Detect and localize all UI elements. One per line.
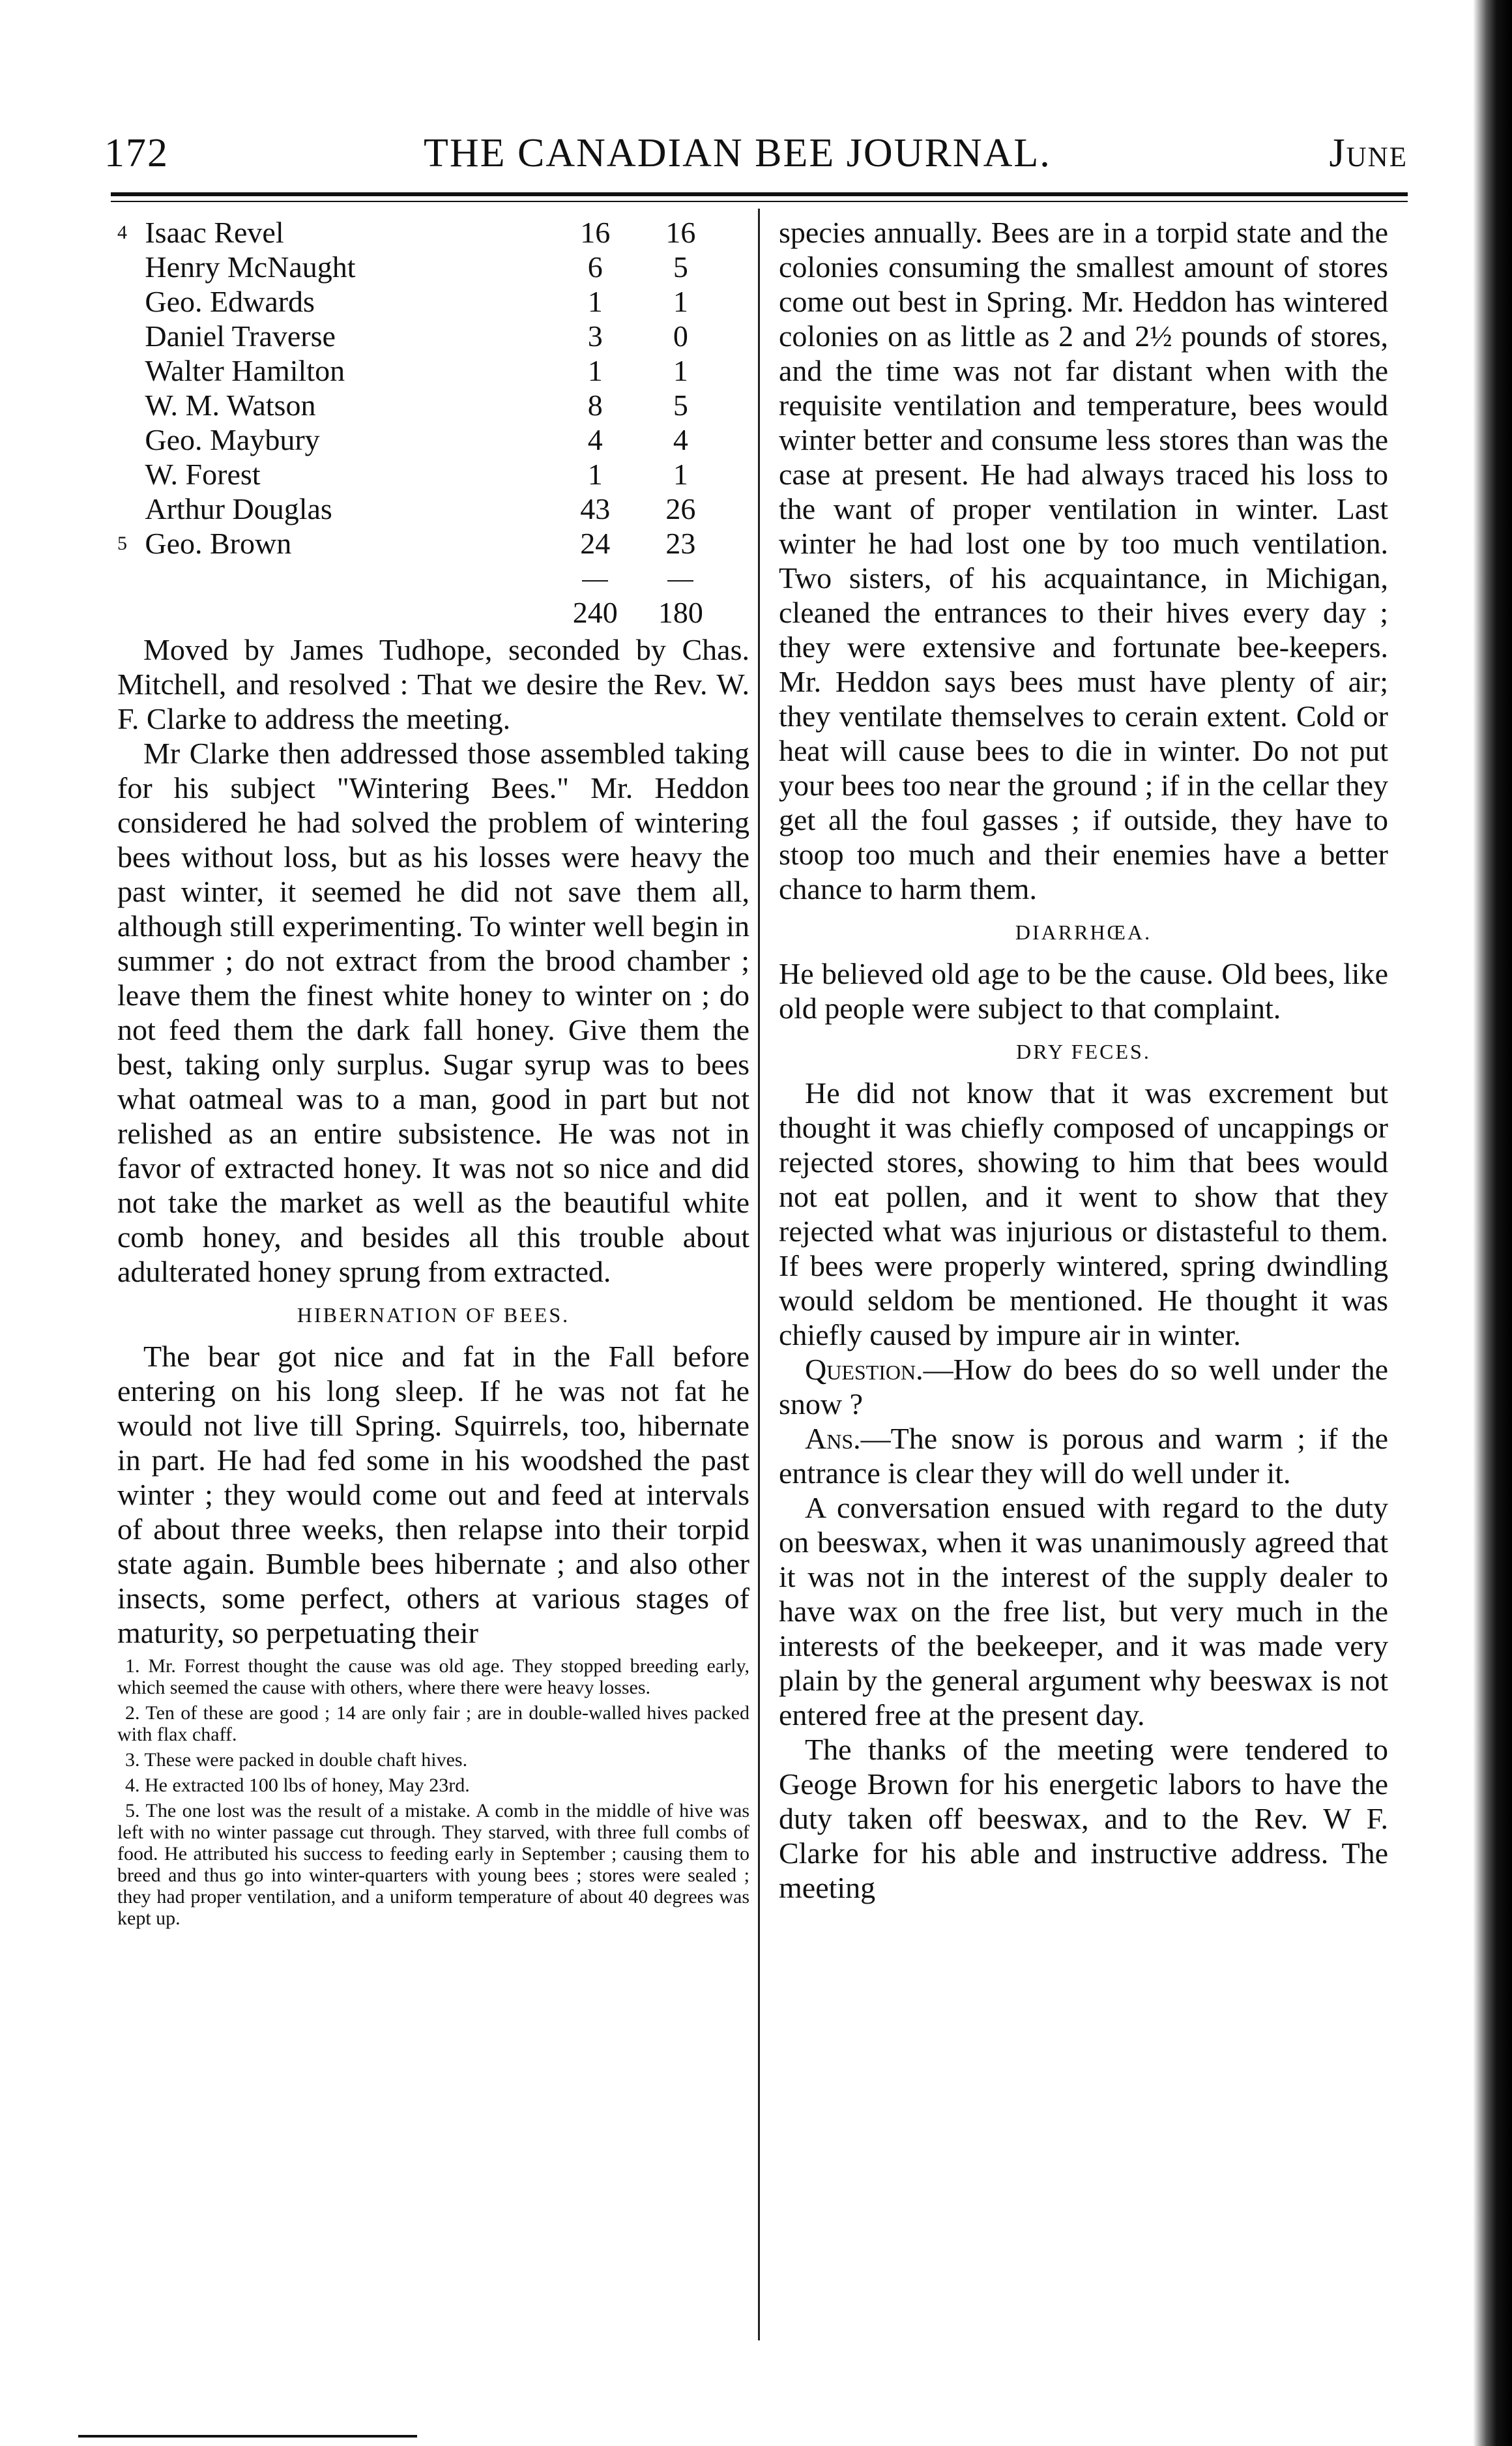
table-row	[117, 250, 723, 284]
footnote-marker	[117, 353, 145, 388]
count-b: 1	[673, 285, 688, 318]
heading-diarrhoea: DIARRHŒA.	[1015, 921, 1152, 944]
footnote-marker: 4	[117, 222, 127, 243]
paragraph-motion: Moved by James Tudhope, seconded by Chas. Mitchell, and resolved : That we desire the Rev. W. F. Clarke to address the meeting.	[117, 633, 749, 735]
journal-title: THE CANADIAN BEE JOURNAL.	[424, 131, 1051, 175]
count-b: 4	[673, 423, 688, 456]
table-row	[117, 422, 723, 457]
count-b: 26	[665, 492, 696, 525]
member-name: Henry McNaught	[145, 250, 356, 284]
answer-label: Ans.	[805, 1422, 861, 1455]
footnote-marker	[117, 284, 145, 319]
footnote: 3. These were packed in double chaft hives.	[125, 1749, 468, 1771]
count-a: 16	[580, 216, 611, 249]
footnote: 2. Ten of these are good ; 14 are only fair ; are in double-walled hives packed with flax chaff.	[117, 1702, 749, 1745]
right-column	[779, 215, 1388, 1905]
column-divider	[758, 209, 760, 2340]
question-label: Question.	[805, 1353, 923, 1386]
count-b: 5	[673, 389, 688, 422]
heading-dry-feces: DRY FECES.	[1016, 1040, 1151, 1063]
count-a: 3	[587, 319, 603, 353]
footnote-marker	[117, 250, 145, 284]
page-header	[104, 124, 1408, 183]
member-name: W. Forest	[145, 458, 261, 491]
count-a: 24	[580, 527, 611, 560]
member-name: W. M. Watson	[145, 389, 316, 422]
footnote-marker	[117, 388, 145, 422]
member-name: Daniel Traverse	[145, 319, 336, 353]
count-b: 0	[673, 319, 688, 353]
header-rule	[111, 192, 1408, 196]
paragraph-species: species annually. Bees are in a torpid state and the colonies consuming the smallest amount of stores come out best in Spring. Mr. Heddon has wintered colonies on as little as 2 and 2½ pounds of stores, and the time was not far distant when with the requisite ventilation and temperature, bees would winter better and consume less stores than was the case at present. He had always traced his loss to the want of proper ventilation in winter. Last winter he had lost one by too much ventilation. Two sisters, of his acquaintance, in Michigan, cleaned the entrances to their hives every day ; they were extensive and fortunate bee-keepers. Mr. Heddon says bees must have plenty of air; they ventilate themselves to cerain extent. Cold or heat will cause bees to die in winter. Do not put your bees too near the ground ; if in the cellar they get all the foul gasses ; if outside, they have to stoop too much and their enemies have a better chance to harm them.	[779, 216, 1388, 906]
count-a: 1	[587, 354, 603, 387]
table-row	[117, 319, 723, 353]
paragraph-clarke-address: Mr Clarke then addressed those assembled taking for his subject "Wintering Bees." Mr. Heddon considered he had solved the problem of wintering bees without loss, but as his losses were heavy the past winter, it seemed he did not save them all, although still experimenting. To winter well begin in summer ; do not extract from the brood chamber ; leave them the finest white honey to winter on ; do not feed them the dark fall honey. Give them the best, taking only surplus. Sugar syrup was to bees what oatmeal was to a man, good in part but not relished as an entire subsistence. He was not in favor of extracted honey. It was not so nice and did not take the market as well as the beautiful white comb honey, and besides all this trouble about adulterated honey sprung from extracted.	[117, 737, 749, 1288]
page-number: 172	[104, 131, 169, 175]
table-row	[117, 526, 723, 561]
count-b: 5	[673, 250, 688, 284]
paragraph-diarrhoea: He believed old age to be the cause. Old bees, like old people were subject to that complaint.	[779, 957, 1388, 1025]
paragraph-beeswax: A conversation ensued with regard to the duty on beeswax, when it was unanimously agreed that it was not in the interest of the supply dealer to have wax on the free list, but very much in the interests of the beekeeper, and it was made very plain by the general argument why beeswax is not entered free at the present day.	[779, 1491, 1388, 1731]
member-name: Walter Hamilton	[145, 354, 345, 387]
member-name: Isaac Revel	[145, 216, 284, 249]
table-row	[117, 215, 723, 250]
count-a: 4	[587, 423, 603, 456]
paragraph-thanks: The thanks of the meeting were tendered to Geoge Brown for his energetic labors to have the duty taken off beeswax, and to the Rev. W F. Clarke for his able and instructive address. The meeting	[779, 1733, 1388, 1904]
count-b: 23	[665, 527, 696, 560]
colonies-table	[117, 215, 723, 630]
count-a: 6	[587, 250, 603, 284]
member-name: Geo. Edwards	[145, 285, 315, 318]
member-name: Geo. Brown	[145, 527, 292, 560]
member-name: Geo. Maybury	[145, 423, 320, 456]
paragraph-answer	[779, 1421, 1388, 1490]
footnote-marker: 5	[117, 533, 127, 554]
footnote-marker	[117, 422, 145, 457]
footnote: 5. The one lost was the result of a mistake. A comb in the middle of hive was left with no winter passage cut through. They starved, with three full combs of food. He attributed his success to feeding early in September ; causing them to breed and thus go into winter-quarters with young bees ; stores were sealed ; they had proper ventilation, and a uniform temperature of about 40 degrees was kept up.	[117, 1800, 749, 1929]
footnote: 4. He extracted 100 lbs of honey, May 23rd.	[125, 1775, 470, 1796]
count-b: 1	[673, 354, 688, 387]
count-a: 8	[587, 389, 603, 422]
table-row	[117, 353, 723, 388]
paragraph-question	[779, 1352, 1388, 1421]
header-rule-thin	[111, 201, 1408, 202]
sum-rule	[582, 580, 608, 582]
paragraph-dry-feces: He did not know that it was excrement but thought it was chiefly composed of uncappings or rejected stores, showing to him that bees would not eat pollen, and it went to show that they rejected what was injurious or distasteful to them. If bees were properly wintered, spring dwindling would seldom be mentioned. He thought it was chiefly caused by impure air in winter.	[779, 1076, 1388, 1351]
footnote: 1. Mr. Forrest thought the cause was old age. They stopped breeding early, which seemed the cause with others, where there were heavy losses.	[117, 1655, 749, 1698]
answer-text: —The snow is porous and warm ; if the entrance is clear they will do well under it.	[779, 1422, 1388, 1490]
left-column	[117, 215, 749, 1929]
sum-rule	[667, 580, 693, 582]
footnote-marker	[117, 457, 145, 492]
count-b: 16	[665, 216, 696, 249]
table-row	[117, 457, 723, 492]
count-b: 1	[673, 458, 688, 491]
heading-hibernation: HIBERNATION OF BEES.	[297, 1303, 570, 1327]
question-text: —How do bees do so well under the snow ?	[779, 1353, 1388, 1421]
total-a: 240	[572, 596, 618, 629]
bottom-rule	[78, 2435, 417, 2438]
table-row	[117, 388, 723, 422]
binding-edge	[1473, 0, 1512, 2446]
footnote-marker	[117, 319, 145, 353]
count-a: 43	[580, 492, 611, 525]
member-name: Arthur Douglas	[145, 492, 332, 525]
table-row	[117, 284, 723, 319]
table-dash-row	[117, 561, 723, 595]
paragraph-hibernation: The bear got nice and fat in the Fall before entering on his long sleep. If he was not fat he would not live till Spring. Squirrels, too, hibernate in part. He had fed some in his woodshed the past winter ; they would come out and feed at intervals of about three weeks, then relapse into their torpid state again. Bumble bees hibernate ; and also other insects, some perfect, others at various stages of maturity, so perpetuating their	[117, 1340, 749, 1649]
count-a: 1	[587, 285, 603, 318]
table-total-row	[117, 595, 723, 630]
count-a: 1	[587, 458, 603, 491]
table-row	[117, 492, 723, 526]
footnote-marker	[117, 492, 145, 526]
header-month: June	[1329, 131, 1408, 175]
footnotes	[117, 1655, 749, 1929]
total-b: 180	[658, 596, 703, 629]
